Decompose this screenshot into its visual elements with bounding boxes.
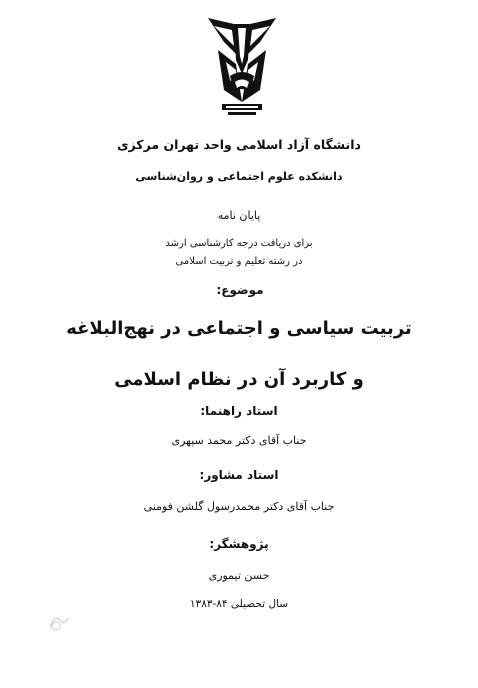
degree-line: برای دریافت درجه کارشناسی ارشد [165,238,313,249]
thesis-title-line-2: و کاربرد آن در نظام اسلامی [114,369,364,390]
faculty-name: دانشکده علوم اجتماعی و روان‌شناسی [135,170,343,183]
thesis-label: پایان نامه [217,209,261,222]
advisor-label: استاد راهنما: [200,404,278,418]
azad-university-emblem-icon [204,16,280,120]
academic-year: سال تحصیلی ۸۴-۱۳۸۳ [189,598,289,610]
thesis-title-line-1: تربیت سیاسی و اجتماعی در نهج‌البلاغه [66,318,412,339]
researcher-name: حسن تیموری [208,569,270,582]
researcher-label: پژوهشگر: [209,537,269,551]
advisor-name: جناب آقای دکتر محمد سپهری [171,434,307,447]
field-line: در رشته تعلیم و تربیت اسلامی [175,256,303,267]
consultant-label: استاد مشاور: [199,468,279,482]
topic-label: موضوع: [216,283,264,297]
university-name: دانشگاه آزاد اسلامی واحد تهران مرکزی [117,137,361,152]
consultant-name: جناب آقای دکتر محمدرسول گلشن فومنی [143,500,335,513]
pencil-mark [44,610,74,634]
